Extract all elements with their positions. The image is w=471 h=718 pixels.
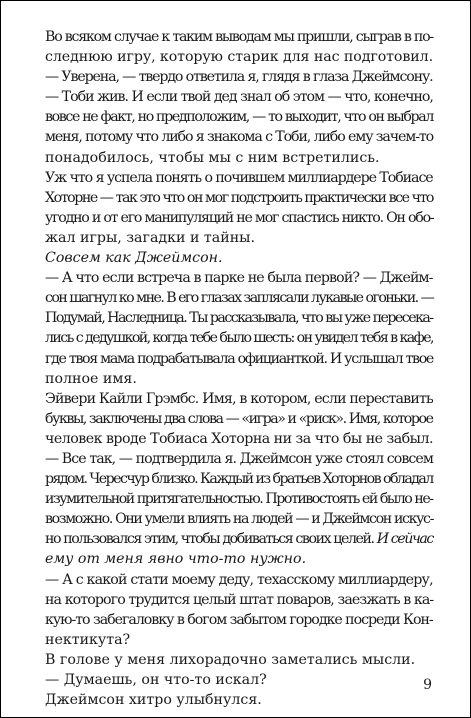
text-line: Хоторне — так это что он мог подстроить практически все что <box>45 189 434 206</box>
text-line: меня, потому что либо я знакома с Тоби, либо ему зачем-то <box>45 129 434 146</box>
text-line: рядом. Чересчур близко. Каждый из братьев Хоторнов обладал <box>45 471 433 488</box>
text-line: лись с дедушкой, когда тебе было шесть: он увидел тебя в кафе, <box>45 330 433 347</box>
text-line: — А с какой стати моему деду, техасскому миллиардеру, <box>45 571 433 588</box>
text-line: — Тоби жив. И если твой дед знал об этом — что, конечно, <box>45 89 433 106</box>
page-body-text <box>45 27 433 710</box>
text-line: Джеймсон хитро улыбнулся. <box>45 692 262 709</box>
text-segment: но пользовался этим, чтобы добиваться своих целей. <box>45 531 374 548</box>
text-line-italic: Совсем как Джеймсон. <box>45 250 223 267</box>
text-line: человек вроде Тобиаса Хоторна ни за что бы не забыл. <box>45 430 433 447</box>
text-line-mixed <box>45 529 433 549</box>
text-segment-italic: И сейчас <box>373 531 433 548</box>
text-line: Уж что я успела понять о почившем миллиардере Тобиасе <box>45 169 433 186</box>
page-number: 9 <box>423 677 432 693</box>
text-line: — Думаешь, он что-то искал? <box>45 672 267 688</box>
text-line: буквы, заключены два слова — «игра» и «риск». Имя, которое <box>45 410 433 427</box>
text-line: сон шагнул ко мне. В его глазах заплясали лукавые огоньки. — <box>45 290 434 307</box>
text-line: угодно и от его манипуляций не мог спастись никто. Он обо- <box>45 209 434 226</box>
text-line: следнюю игру, которую старик для нас подготовил. <box>45 49 434 66</box>
text-line: В голове у меня лихорадочно заметались мысли. <box>45 651 416 668</box>
text-line: жал игры, загадки и тайны. <box>45 229 255 246</box>
text-line: — А что если встреча в парке не была первой? — Джейм- <box>45 270 433 287</box>
text-line: нектикута? <box>45 631 131 648</box>
text-line: кую-то забегаловку в богом забытом городке посреди Кон- <box>45 611 433 628</box>
text-line: на которого трудится целый штат поваров, заезжать в ка- <box>45 591 434 608</box>
text-line: — Уверена, — твердо ответила я, глядя в глаза Джеймсону. <box>45 69 433 86</box>
text-line: изумительной притягательностью. Противостоять ей было не- <box>45 491 433 508</box>
text-line: — Все так, — подтвердила я. Джеймсон уже стоял совсем <box>45 450 433 467</box>
text-line: полное имя. <box>45 370 137 387</box>
text-line-italic: ему от меня явно что-то нужно. <box>45 551 307 568</box>
text-line: Подумай, Наследница. Ты рассказывала, что вы уже пересека- <box>45 310 433 327</box>
text-line: Во всяком случае к таким выводам мы пришли, сыграв в по- <box>45 29 433 45</box>
text-line: Эйвери Кайли Грэмбс. Имя, в котором, если переставить <box>45 390 433 407</box>
text-line: вовсе не факт, но предположим, — то выходит, что он выбрал <box>45 109 433 126</box>
text-line: где твоя мама подрабатывала официанткой. И услышал твое <box>45 350 434 367</box>
text-line: возможно. Они умели влиять на людей — и Джеймсон искус- <box>45 511 434 528</box>
text-line: понадобилось, чтобы мы с ним встретились. <box>45 149 380 166</box>
